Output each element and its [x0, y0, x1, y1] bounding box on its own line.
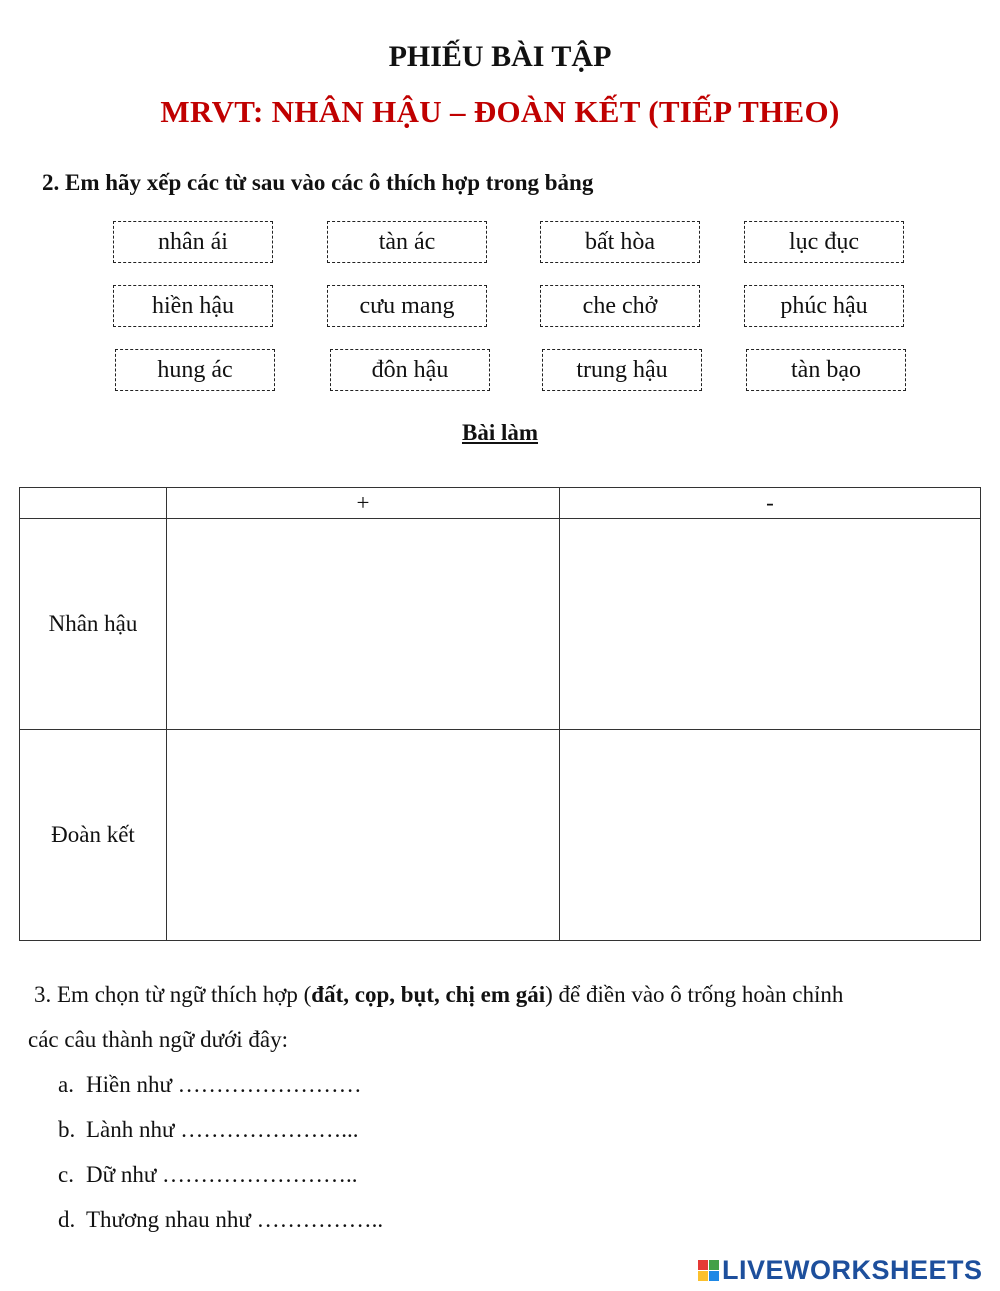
word-card[interactable]: phúc hậu [744, 285, 904, 327]
idiom-item-b[interactable] [58, 1117, 358, 1143]
word-card[interactable]: hiền hậu [113, 285, 273, 327]
page-title: PHIẾU BÀI TẬP [388, 40, 612, 73]
drop-zone-doan-ket-negative[interactable] [560, 730, 981, 941]
page-subtitle: MRVT: NHÂN HẬU – ĐOÀN KẾT (TIẾP THEO) [160, 94, 840, 129]
word-card[interactable]: hung ác [115, 349, 275, 391]
answer-heading: Bài làm [461, 420, 539, 445]
word-card[interactable]: lục đục [744, 221, 904, 263]
item-label: c. [58, 1162, 74, 1187]
drop-zone-doan-ket-positive[interactable] [167, 730, 560, 941]
drop-zone-nhan-hau-negative[interactable] [560, 519, 981, 730]
table-row [20, 519, 981, 730]
row-label-nhan-hau: Nhân hậu [20, 519, 167, 730]
word-card[interactable]: tàn ác [327, 221, 487, 263]
item-text: Dữ như …………………….. [86, 1162, 358, 1187]
word-card[interactable]: cưu mang [327, 285, 487, 327]
question-3-prompt [34, 982, 974, 1008]
item-label: a. [58, 1072, 74, 1097]
word-card[interactable]: bất hòa [540, 221, 700, 263]
table-header-blank [20, 488, 167, 519]
word-card[interactable]: đôn hậu [330, 349, 490, 391]
item-text: Lành như …………………... [86, 1117, 359, 1142]
item-text: Hiền như …………………… [86, 1072, 362, 1097]
idiom-item-c[interactable] [58, 1162, 358, 1188]
question-3-prompt-end: ) để điền vào ô trống hoàn chỉnh [545, 982, 844, 1007]
table-header-negative: - [560, 488, 981, 519]
table-header-row [20, 488, 981, 519]
idiom-item-a[interactable] [58, 1072, 362, 1098]
question-3-prompt-line2: các câu thành ngữ dưới đây: [28, 1027, 288, 1052]
item-text: Thương nhau như …………….. [86, 1207, 384, 1232]
row-label-doan-ket: Đoàn kết [20, 730, 167, 941]
item-label: d. [58, 1207, 76, 1232]
question-3-prompt-start: 3. Em chọn từ ngữ thích hợp ( [34, 982, 312, 1007]
table-row [20, 730, 981, 941]
liveworksheets-logo [698, 1252, 983, 1288]
idiom-item-d[interactable] [58, 1207, 383, 1233]
word-card[interactable]: nhân ái [113, 221, 273, 263]
question-2-prompt: 2. Em hãy xếp các từ sau vào các ô thích hợp trong bảng [42, 170, 594, 195]
item-label: b. [58, 1117, 76, 1142]
word-card[interactable]: che chở [540, 285, 700, 327]
logo-text: LIVEWORKSHEETS [722, 1254, 983, 1285]
drop-zone-nhan-hau-positive[interactable] [167, 519, 560, 730]
answer-table [19, 487, 981, 941]
logo-mark-icon [698, 1260, 719, 1281]
question-3-word-choices: đất, cọp, bụt, chị em gái [311, 982, 546, 1007]
word-card[interactable]: tàn bạo [746, 349, 906, 391]
word-card[interactable]: trung hậu [542, 349, 702, 391]
table-header-positive: + [167, 488, 560, 519]
